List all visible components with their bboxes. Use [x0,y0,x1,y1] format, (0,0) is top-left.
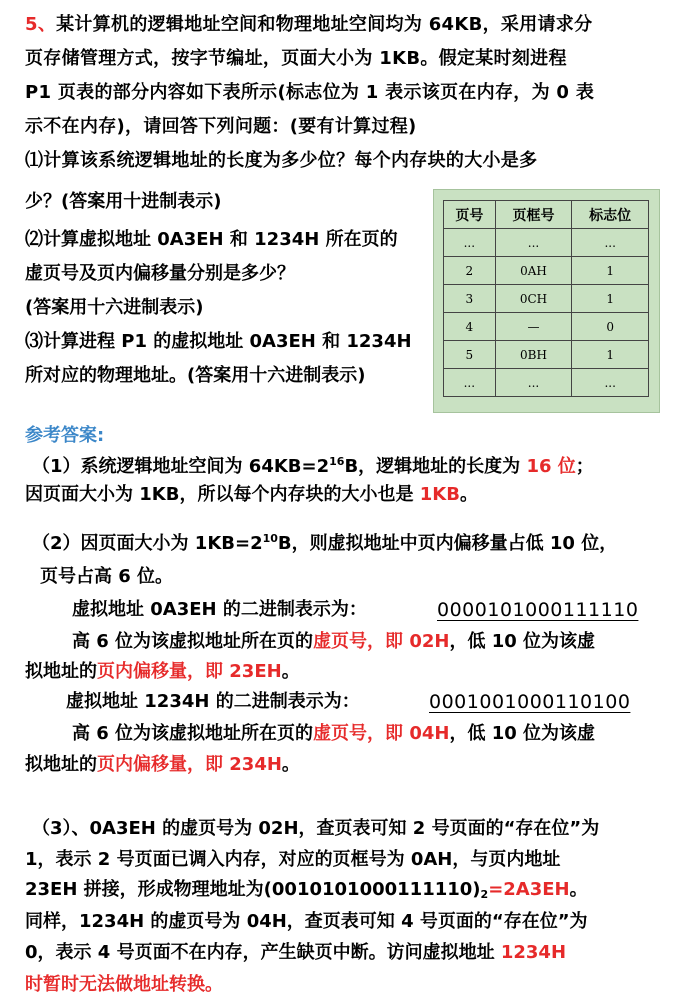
table-cell: 1 [572,257,649,285]
header-flag: 标志位 [572,201,649,229]
answer-part2-v1-line2: 拟地址的页内偏移量，即 23EH。 [25,661,300,682]
header-page-number: 页号 [444,201,496,229]
sub-question-line: (答案用十六进制表示) [25,297,204,318]
binary-value-0a3e: 0000101000111110 [437,599,639,621]
question-line: ⑴计算该系统逻辑地址的长度为多少位？每个内存块的大小是多 [25,150,538,171]
header-frame-number: 页框号 [495,201,572,229]
answer-part1-line2: 因页面大小为 1KB，所以每个内存块的大小也是 1KB。 [25,484,478,505]
table-cell: 3 [444,285,496,313]
answer-part3-line1: （3）、0A3EH 的虚页号为 02H，查页表可知 2 号页面的“存在位”为 [32,818,600,839]
answer-part3-line4: 同样，1234H 的虚页号为 04H，查页表可知 4 号页面的“存在位”为 [25,911,588,932]
answer-part2-v2-line2: 拟地址的页内偏移量，即 234H。 [25,754,300,775]
page-table-box [433,189,660,413]
question-line: 页存储管理方式，按字节编址，页面大小为 1KB。假定某时刻进程 [25,48,567,69]
table-cell: 0AH [495,257,572,285]
table-cell: ... [495,369,572,397]
question-block [25,8,665,178]
question-line: 5、某计算机的逻辑地址空间和物理地址空间均为 64KB，采用请求分 [25,14,593,35]
answer-part2-v2-line1: 高 6 位为该虚拟地址所在页的虚页号，即 04H，低 10 位为该虚 [72,723,596,744]
table-cell: 4 [444,313,496,341]
table-cell: 0BH [495,341,572,369]
table-cell: ... [444,369,496,397]
table-cell: 0 [572,313,649,341]
question-line: P1 页表的部分内容如下表所示(标志位为 1 表示该页在内存，为 0 表 [25,82,595,103]
sub-question-line: ⑵计算虚拟地址 0A3EH 和 1234H 所在页的 [25,229,398,250]
answer-part3-line3: 23EH 拼接，形成物理地址为$(0010101000111110)_2=2A3EH$。 [25,879,588,901]
table-cell: ... [444,229,496,257]
table-row [444,369,649,397]
answer-part2-line1: （2）因页面大小为 $1KB=2^{10}B$，则虚拟地址中页内偏移量占低 10 位， [32,532,618,554]
sub-question-line: 少？(答案用十进制表示) [25,191,222,212]
table-row [444,341,649,369]
binary-value-1234: 0001001000110100 [429,691,631,713]
answer-part2-v1-line1: 高 6 位为该虚拟地址所在页的虚页号，即 02H，低 10 位为该虚 [72,631,596,652]
page-table [443,200,649,397]
answer-part1-line1: （1）系统逻辑地址空间为 $64KB=2^{16}B$，逻辑地址的长度为 16 位； [32,455,594,477]
table-row [444,313,649,341]
table-cell: 0CH [495,285,572,313]
table-cell: 2 [444,257,496,285]
table-row [444,257,649,285]
sub-question-line: 所对应的物理地址。(答案用十六进制表示) [25,365,366,386]
table-cell: — [495,313,572,341]
table-row [444,229,649,257]
answer-part2-line2: 页号占高 6 位。 [40,566,174,587]
answer-part3-line6: 时暂时无法做地址转换。 [25,974,223,995]
table-header-row [444,201,649,229]
table-cell: ... [495,229,572,257]
answer-part3-line2: 1，表示 2 号页面已调入内存，对应的页框号为 0AH，与页内地址 [25,849,561,870]
table-cell: ... [572,229,649,257]
binary-label-0a3e: 虚拟地址 0A3EH 的二进制表示为： [72,599,367,620]
binary-label-1234: 虚拟地址 1234H 的二进制表示为： [66,691,360,712]
table-cell: 5 [444,341,496,369]
table-cell: 1 [572,341,649,369]
table-cell: 1 [572,285,649,313]
table-row [444,285,649,313]
table-cell: ... [572,369,649,397]
answer-title: 参考答案: [25,425,105,446]
answer-part3-line5: 0，表示 4 号页面不在内存，产生缺页中断。访问虚拟地址 1234H [25,942,567,963]
sub-question-line: 虚页号及页内偏移量分别是多少？ [25,263,295,284]
question-number: 5、 [25,14,57,35]
sub-question-line: ⑶计算进程 P1 的虚拟地址 0A3EH 和 1234H [25,331,412,352]
question-line: 示不在内存)，请回答下列问题：(要有计算过程) [25,116,417,137]
